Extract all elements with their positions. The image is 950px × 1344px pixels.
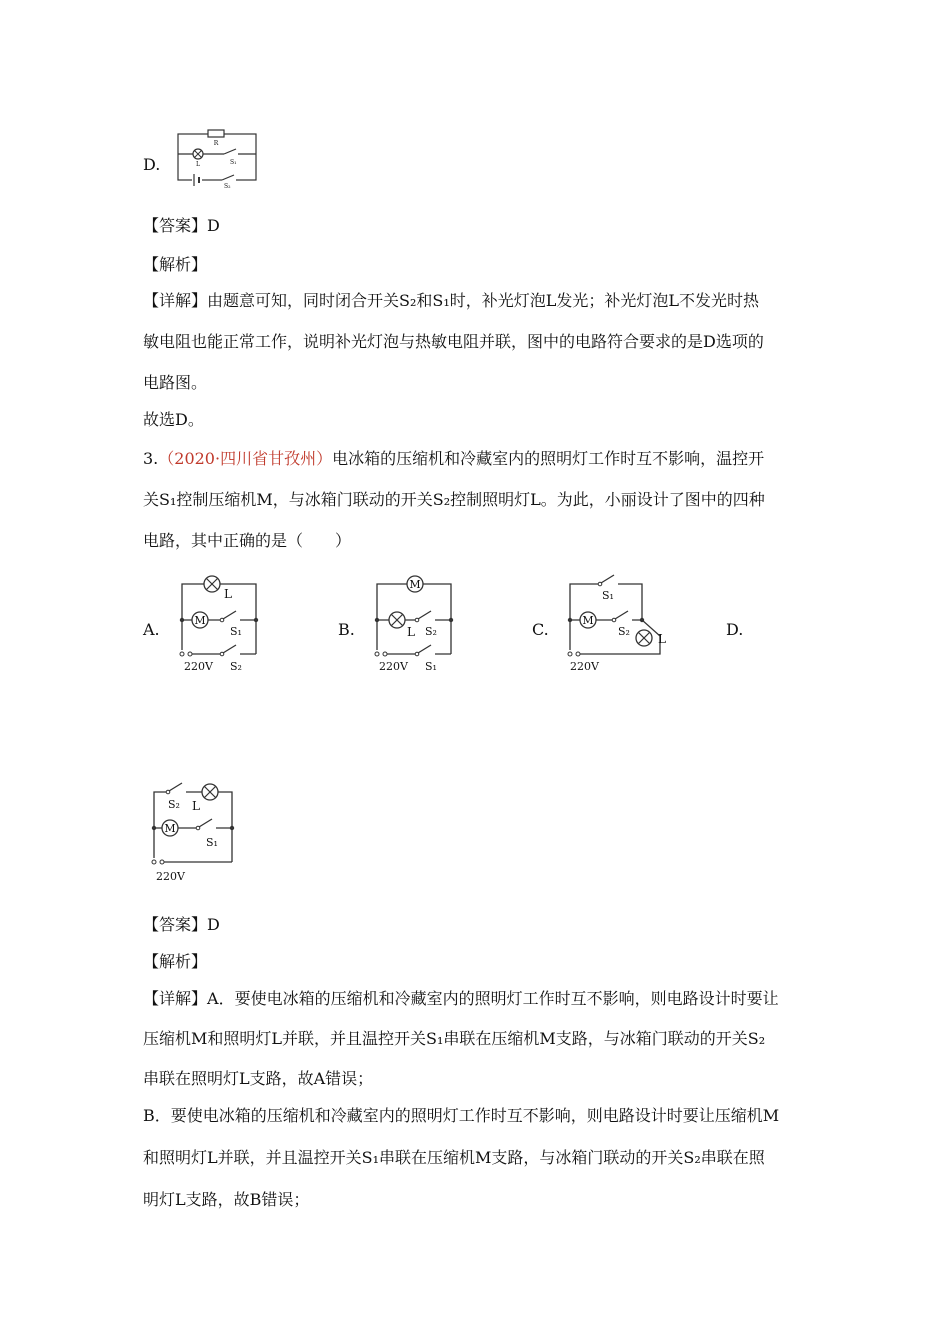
circuit-diagram-prev-d xyxy=(172,128,262,190)
option-a-label: A. xyxy=(143,620,160,639)
voltage-label: 220V xyxy=(379,660,408,673)
q3-analysis-tag: 【解析】 xyxy=(143,952,208,971)
question-source: （2020·四川省甘孜州） xyxy=(158,449,333,468)
lamp-label: L xyxy=(407,625,415,639)
lamp-label: L xyxy=(196,161,200,168)
s1-label: S₁ xyxy=(425,660,437,673)
detail-text: A．要使电冰箱的压缩机和冷藏室内的照明灯工作时互不影响，则电路设计时要让 xyxy=(207,989,779,1008)
answer-value: D xyxy=(207,915,220,934)
question-3-line-2: 关S₁控制压缩机M，与冰箱门联动的开关S₂控制照明灯L。为此，小丽设计了图中的四种 xyxy=(143,490,765,509)
lamp-label: L xyxy=(224,587,232,601)
q3-detail-b-line-1: B．要使电冰箱的压缩机和冷藏室内的照明灯工作时互不影响，则电路设计时要让压缩机M xyxy=(143,1106,780,1125)
q3-detail-b-line-3: 明灯L支路，故B错误； xyxy=(143,1190,310,1209)
circuit-diagram-d xyxy=(148,776,244,888)
s1-label: S₁ xyxy=(602,589,614,602)
s2-label: S₂ xyxy=(618,625,630,638)
voltage-label: 220V xyxy=(156,870,185,883)
detail-tag: 【详解】 xyxy=(143,989,208,1008)
motor-label: M xyxy=(409,578,421,591)
analysis-tag: 【解析】 xyxy=(143,255,208,274)
voltage-label: 220V xyxy=(184,660,213,673)
s2-label: S₂ xyxy=(230,660,242,673)
option-d-label: D. xyxy=(726,620,744,639)
motor-label: M xyxy=(582,614,594,627)
lamp-label: L xyxy=(192,799,200,813)
s2-label: S₂ xyxy=(224,183,231,190)
detail-line-2: 敏电阻也能正常工作，说明补光灯泡与热敏电阻并联，图中的电路符合要求的是D选项的 xyxy=(143,332,764,351)
detail-line-1 xyxy=(143,291,759,311)
resistor-icon xyxy=(208,130,224,137)
question-number: 3. xyxy=(143,449,159,468)
lamp-label: L xyxy=(658,632,666,646)
s1-label: S₁ xyxy=(206,836,218,849)
answer-line xyxy=(143,216,220,236)
s2-label: S₂ xyxy=(168,798,180,811)
option-b-label: B. xyxy=(338,620,355,639)
conclusion: 故选D。 xyxy=(143,410,204,429)
voltage-label: 220V xyxy=(570,660,599,673)
q3-answer-line xyxy=(143,915,220,935)
circuit-diagram-c xyxy=(564,568,674,676)
answer-tag: 【答案】 xyxy=(143,216,208,235)
q3-detail-a-line-2: 压缩机M和照明灯L并联，并且温控开关S₁串联在压缩机M支路，与冰箱门联动的开关S₂ xyxy=(143,1029,766,1048)
s1-label: S₁ xyxy=(230,159,237,166)
option-d-label: D. xyxy=(143,155,161,174)
s1-label: S₁ xyxy=(230,625,242,638)
q3-detail-b-line-2: 和照明灯L并联，并且温控开关S₁串联在压缩机M支路，与冰箱门联动的开关S₂串联在照 xyxy=(143,1148,765,1167)
question-stem: 电冰箱的压缩机和冷藏室内的照明灯工作时互不影响，温控开 xyxy=(332,449,765,468)
q3-detail-a-line-3: 串联在照明灯L支路，故A错误； xyxy=(143,1069,374,1088)
question-3-line-3: 电路，其中正确的是（ ） xyxy=(143,531,352,550)
answer-value: D xyxy=(207,216,220,235)
question-3-line-1 xyxy=(143,449,764,469)
answer-tag: 【答案】 xyxy=(143,915,208,934)
circuit-diagram-b xyxy=(371,568,461,676)
detail-tag: 【详解】 xyxy=(143,291,208,310)
s2-label: S₂ xyxy=(425,625,437,638)
option-c-label: C. xyxy=(532,620,549,639)
resistor-label: R xyxy=(213,140,219,147)
detail-line-3: 电路图。 xyxy=(143,373,208,392)
motor-label: M xyxy=(194,614,206,627)
circuit-diagram-a xyxy=(176,568,266,676)
motor-label: M xyxy=(164,822,176,835)
detail-text: 由题意可知，同时闭合开关S₂和S₁时，补光灯泡L发光；补光灯泡L不发光时热 xyxy=(207,291,760,310)
q3-detail-a-line-1 xyxy=(143,989,779,1009)
